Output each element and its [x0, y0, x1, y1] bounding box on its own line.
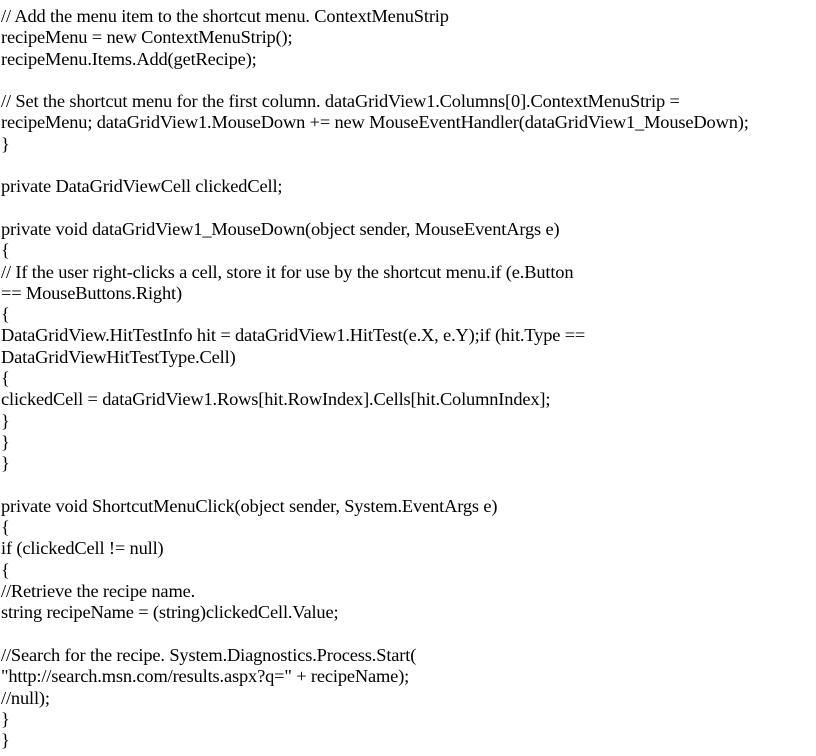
- code-line: //Retrieve the recipe name.: [1, 581, 196, 602]
- code-line: //null);: [1, 687, 50, 708]
- code-line: "http://search.msn.com/results.aspx?q=" + recipeName);: [1, 666, 410, 687]
- code-line: }: [1, 133, 10, 154]
- code-line: == MouseButtons.Right): [1, 282, 182, 303]
- code-line: // If the user right-clicks a cell, store it for use by the shortcut menu.if (e.Button: [1, 261, 574, 282]
- code-line: {: [1, 304, 10, 325]
- blank-line: [1, 475, 813, 496]
- blank-line: [1, 198, 813, 219]
- code-line: private void ShortcutMenuClick(object sender, System.EventArgs e): [1, 495, 498, 516]
- blank-line: [1, 70, 813, 91]
- code-line: }: [1, 708, 10, 729]
- code-line: private void dataGridView1_MouseDown(object sender, MouseEventArgs e): [1, 218, 560, 239]
- code-line: string recipeName = (string)clickedCell.Value;: [1, 602, 339, 623]
- code-line: recipeMenu.Items.Add(getRecipe);: [1, 48, 257, 69]
- code-line: clickedCell = dataGridView1.Rows[hit.RowIndex].Cells[hit.ColumnIndex];: [1, 389, 551, 410]
- code-line: // Set the shortcut menu for the first column. dataGridView1.Columns[0].ContextMenuStrip =: [1, 91, 680, 112]
- code-line: //Search for the recipe. System.Diagnostics.Process.Start(: [1, 644, 417, 665]
- blank-line: [1, 624, 813, 645]
- code-line: // Add the menu item to the shortcut menu. ContextMenuStrip: [1, 6, 449, 26]
- code-line: recipeMenu; dataGridView1.MouseDown += new MouseEventHandler(dataGridView1_MouseDown);: [1, 112, 749, 133]
- code-line: {: [1, 240, 10, 261]
- code-line: {: [1, 559, 10, 580]
- code-line: if (clickedCell != null): [1, 538, 164, 559]
- code-line: }: [1, 730, 10, 751]
- code-line: }: [1, 453, 10, 474]
- code-document: [1, 6, 813, 751]
- code-line: private DataGridViewCell clickedCell;: [1, 176, 283, 197]
- code-line: DataGridView.HitTestInfo hit = dataGridView1.HitTest(e.X, e.Y);if (hit.Type ==: [1, 325, 586, 346]
- code-line: {: [1, 368, 10, 389]
- code-line: {: [1, 517, 10, 538]
- code-line: }: [1, 431, 10, 452]
- blank-line: [1, 155, 813, 176]
- code-line: recipeMenu = new ContextMenuStrip();: [1, 27, 293, 48]
- code-line: DataGridViewHitTestType.Cell): [1, 346, 236, 367]
- code-line: }: [1, 410, 10, 431]
